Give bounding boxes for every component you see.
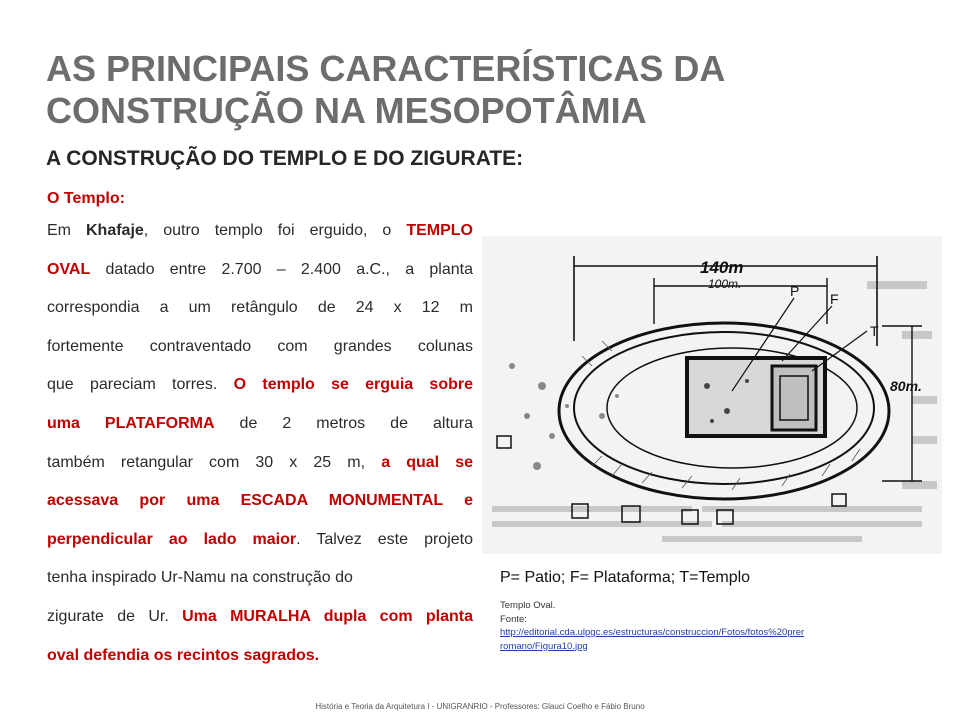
text-run: Em	[47, 222, 86, 239]
text-run-highlight: perpendicular ao lado maior	[47, 530, 297, 548]
legend-text: P= Patio; F= Plataforma; T=Templo	[500, 569, 751, 586]
text-run: datado entre 2.700 – 2.400 a.C., a planta	[90, 260, 473, 278]
caption-source-link[interactable]: http://editorial.cda.ulpgc.es/estructuras/construccion/Fotos/fotos%20prer	[500, 627, 805, 638]
text-run-highlight: TEMPLO	[406, 222, 473, 239]
temple-plan-figure	[482, 236, 942, 596]
section-subtitle: A CONSTRUÇÃO DO TEMPLO E DO ZIGURATE:	[46, 147, 524, 170]
text-run: . Talvez este projeto	[296, 530, 473, 548]
text-line	[47, 328, 473, 367]
body-text	[47, 186, 473, 675]
text-line	[47, 289, 473, 328]
body-paragraph	[47, 212, 473, 675]
label-temple: T	[870, 323, 879, 339]
dimension-140-label: 140m	[700, 258, 744, 277]
slide-title-line-1: AS PRINCIPAIS CARACTERÍSTICAS DA	[46, 48, 726, 89]
text-line	[47, 637, 473, 676]
text-run: , outro templo foi erguido, o	[143, 222, 407, 239]
label-platform: F	[830, 291, 839, 307]
caption-source-link-continued[interactable]: romano/Figura10.jpg	[500, 640, 588, 652]
text-run-bold: Khafaje	[86, 222, 144, 239]
caption-source-label: Fonte:	[500, 613, 527, 625]
text-run-highlight: oval defendia os recintos sagrados.	[47, 646, 320, 664]
text-line	[47, 482, 473, 521]
text-run: correspondia a um retângulo de 24 x 12 m	[47, 299, 473, 317]
text-line	[47, 212, 473, 251]
dimension-100-label: 100m.	[708, 277, 742, 291]
text-run: zigurate de Ur.	[47, 607, 183, 625]
text-run-highlight: uma PLATAFORMA	[47, 414, 215, 432]
text-line	[47, 405, 473, 444]
rocky-terrain	[509, 363, 619, 470]
text-line	[47, 251, 473, 290]
text-line	[47, 559, 473, 598]
label-patio: P	[790, 283, 800, 299]
text-run: que pareciam torres.	[47, 376, 234, 394]
dimension-80-label: 80m.	[890, 378, 922, 394]
text-run: tenha inspirado Ur-Namu na construção do	[47, 569, 353, 587]
slide-title-line-2: CONSTRUÇÃO NA MESOPOTÂMIA	[46, 90, 647, 131]
text-run: também retangular com 30 x 25 m,	[47, 453, 382, 471]
text-run-highlight: OVAL	[47, 260, 91, 278]
text-line	[47, 598, 473, 637]
text-run: fortemente contraventado com grandes colunas	[47, 337, 473, 355]
temple-rectangle	[772, 366, 816, 430]
figure-legend	[482, 554, 942, 596]
text-run-highlight: O templo se erguia sobre	[233, 376, 473, 394]
text-line	[47, 366, 473, 405]
body-heading: O Templo:	[47, 190, 125, 207]
text-run-highlight: Uma MURALHA dupla com planta	[182, 607, 474, 625]
slide-title	[46, 48, 926, 132]
figure-caption	[500, 599, 920, 653]
temple-plan-drawing	[482, 236, 942, 596]
slide-footer: História e Teoria da Arquitetura I - UNIGRANRIO - Professores: Glauci Coelho e Fábio Bruno	[315, 702, 645, 711]
text-line	[47, 444, 473, 483]
text-run-highlight: a qual se	[381, 453, 473, 471]
caption-title: Templo Oval.	[500, 600, 556, 611]
text-run-highlight: acessava por uma ESCADA MONUMENTAL e	[47, 492, 473, 510]
text-line	[47, 521, 473, 560]
text-run: de 2 metros de altura	[214, 414, 474, 432]
